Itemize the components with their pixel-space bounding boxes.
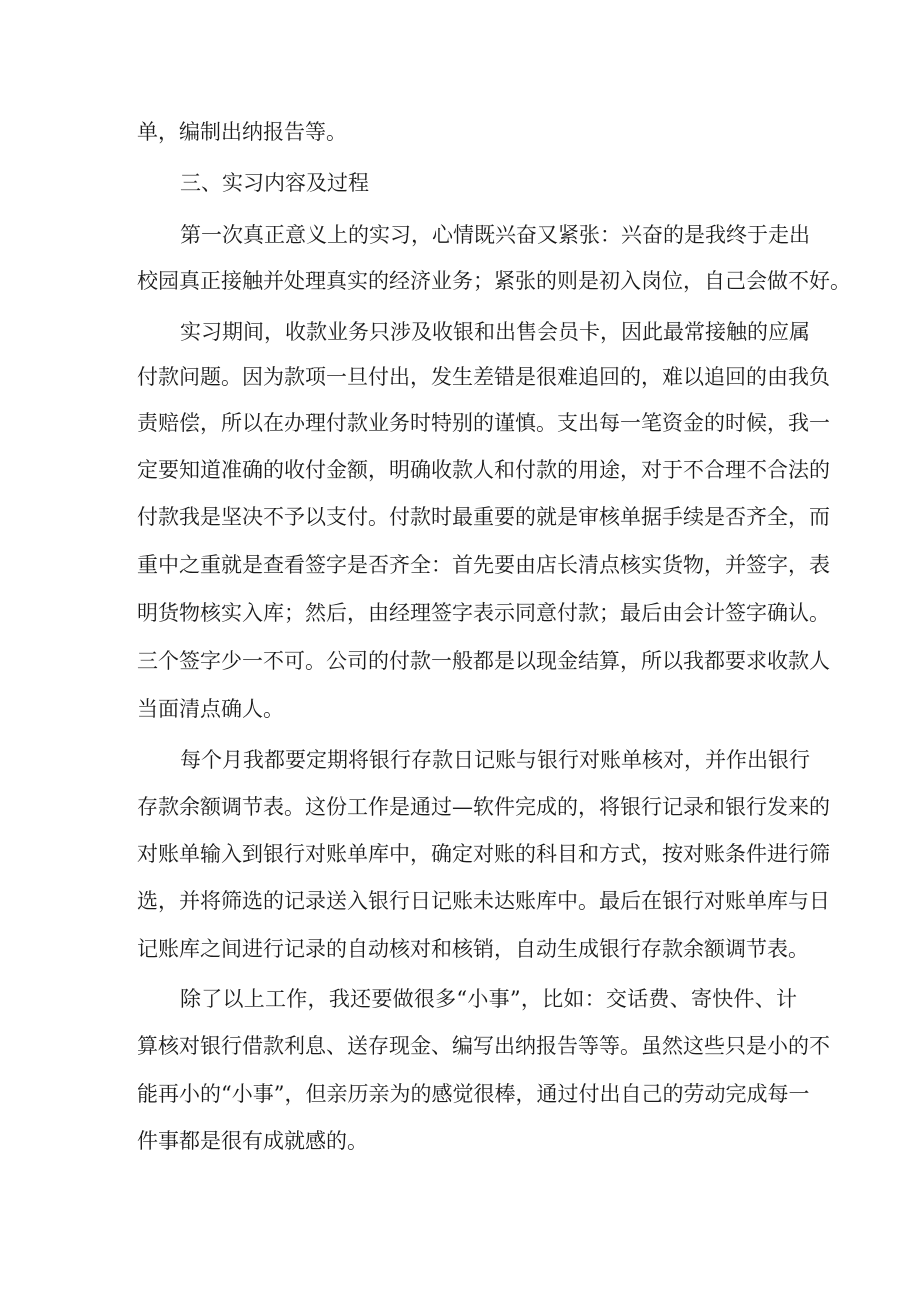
paragraph-line: 实习期间，收款业务只涉及收银和出售会员卡，因此最常接触的应属 xyxy=(180,320,810,344)
paragraph-line: 责赔偿，所以在办理付款业务时特别的谨慎。支出每一笔资金的时候，我一 xyxy=(137,411,830,435)
paragraph-line: 明货物核实入库；然后，由经理签字表示同意付款；最后由会计签字确认。 xyxy=(137,601,830,625)
paragraph-line: 能再小的“小事”，但亲历亲为的感觉很棒，通过付出自己的劳动完成每一 xyxy=(137,1082,810,1106)
paragraph-line: 记账库之间进行记录的自动核对和核销，自动生成银行存款余额调节表。 xyxy=(137,937,809,961)
paragraph-line: 当面清点确人。 xyxy=(137,697,284,721)
paragraph-line: 存款余额调节表。这份工作是通过—软件完成的，将银行记录和银行发来的 xyxy=(137,795,830,819)
paragraph-line: 件事都是很有成就感的。 xyxy=(137,1129,368,1153)
paragraph-line: 对账单输入到银行对账单库中，确定对账的科目和方式，按对账条件进行筛 xyxy=(137,842,830,866)
paragraph-line: 付款问题。因为款项一旦付出，发生差错是很难追回的，难以追回的由我负 xyxy=(137,365,830,389)
paragraph-line: 每个月我都要定期将银行存款日记账与银行对账单核对，并作出银行 xyxy=(180,748,810,772)
paragraph-line: 算核对银行借款利息、送存现金、编写出纳报告等等。虽然这些只是小的不 xyxy=(137,1034,830,1058)
paragraph-line: 定要知道准确的收付金额，明确收款人和付款的用途，对于不合理不合法的 xyxy=(137,458,830,482)
paragraph-line: 校园真正接触并处理真实的经济业务；紧张的则是初入岗位，自己会做不好。 xyxy=(137,269,851,293)
paragraph-line: 重中之重就是查看签字是否齐全：首先要由店长清点核实货物，并签字，表 xyxy=(137,553,830,577)
paragraph-line: 选，并将筛选的记录送入银行日记账未达账库中。最后在银行对账单库与日 xyxy=(137,889,830,913)
paragraph-line: 单，编制出纳报告等。 xyxy=(137,120,347,144)
section-heading: 三、实习内容及过程 xyxy=(180,171,369,195)
paragraph-line: 付款我是坚决不予以支付。付款时最重要的就是审核单据手续是否齐全，而 xyxy=(137,505,830,529)
paragraph-line: 三个签字少一不可。公司的付款一般都是以现金结算，所以我都要求收款人 xyxy=(137,649,830,673)
paragraph-line: 第一次真正意义上的实习，心情既兴奋又紧张：兴奋的是我终于走出 xyxy=(180,223,810,247)
paragraph-line: 除了以上工作，我还要做很多“小事”，比如：交话费、寄快件、计 xyxy=(180,987,797,1011)
